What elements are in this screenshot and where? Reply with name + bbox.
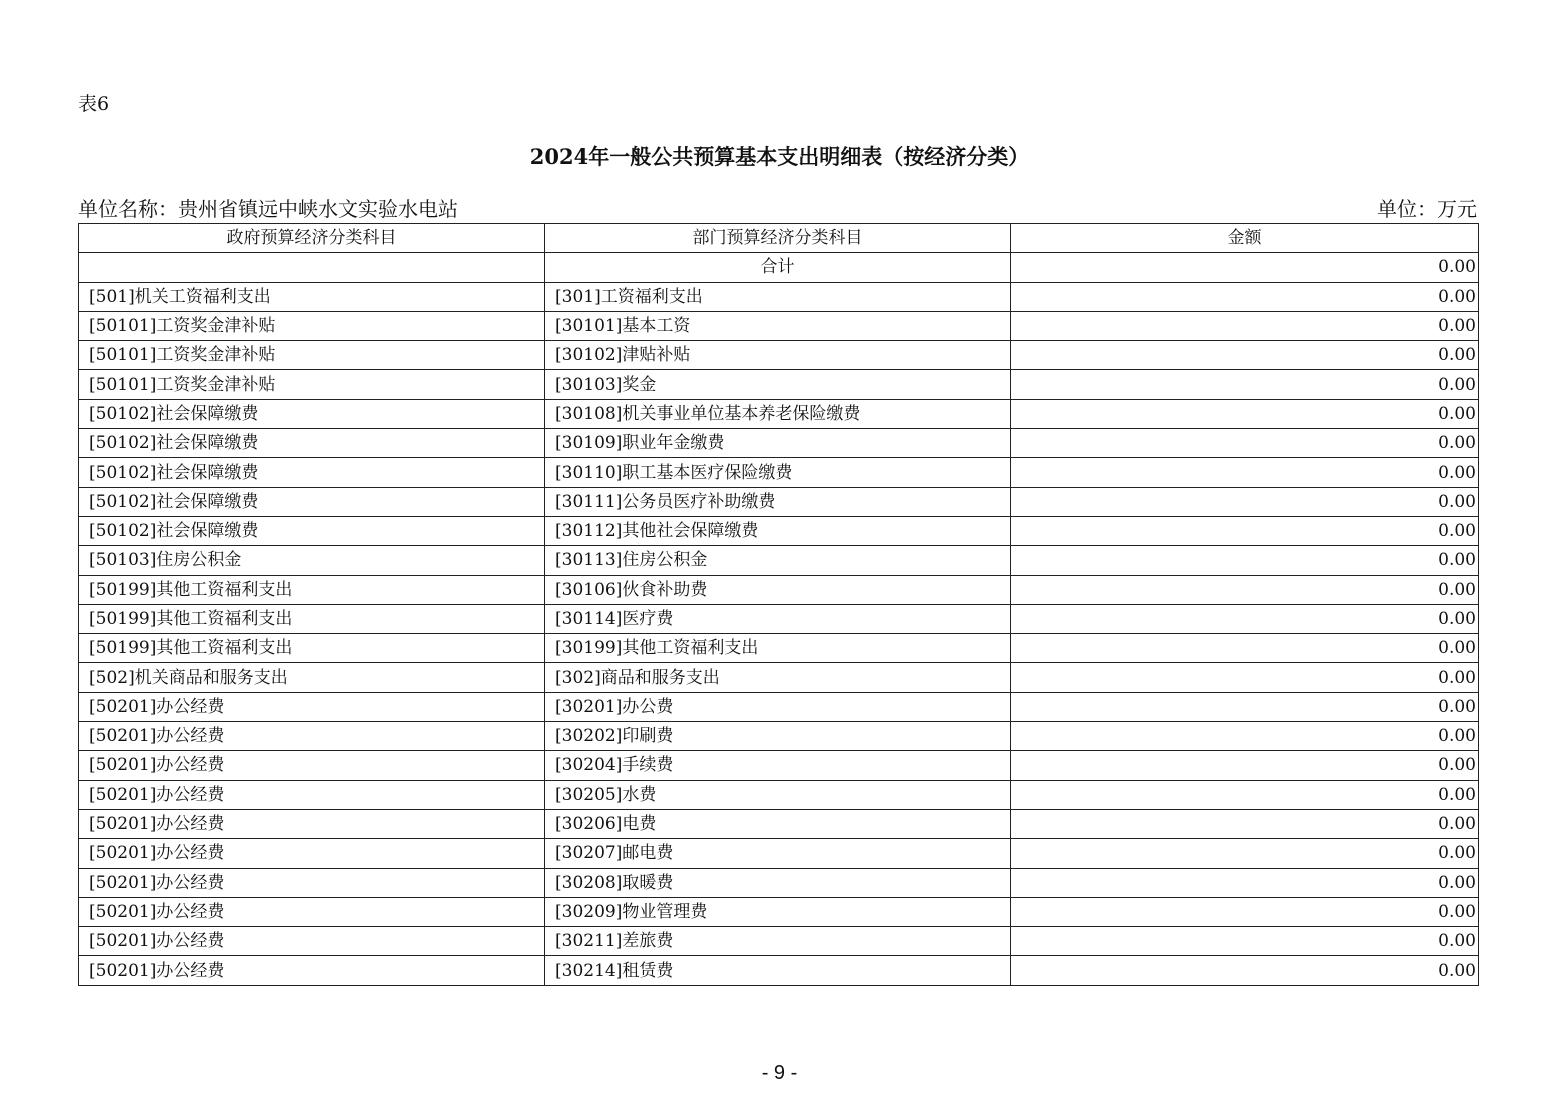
amount-cell: 0.00 [1011, 868, 1479, 897]
dept-category-cell: [30106]伙食补助费 [545, 575, 1011, 604]
table-row [79, 897, 1479, 926]
dept-category-cell: [30205]水费 [545, 780, 1011, 809]
amount-cell: 0.00 [1011, 458, 1479, 487]
gov-category-cell: [50201]办公经费 [79, 751, 545, 780]
amount-cell: 0.00 [1011, 546, 1479, 575]
amount-cell: 0.00 [1011, 575, 1479, 604]
table-row [79, 282, 1479, 311]
table-row [79, 341, 1479, 370]
dept-category-cell: [30214]租赁费 [545, 956, 1011, 985]
header-row [79, 224, 1479, 253]
amount-cell: 0.00 [1011, 429, 1479, 458]
table-header [79, 224, 1479, 253]
amount-cell: 0.00 [1011, 809, 1479, 838]
dept-category-cell: [30102]津贴补贴 [545, 341, 1011, 370]
gov-category-cell: [50199]其他工资福利支出 [79, 634, 545, 663]
table-row [79, 692, 1479, 721]
amount-cell: 0.00 [1011, 341, 1479, 370]
dept-category-cell: [30108]机关事业单位基本养老保险缴费 [545, 399, 1011, 428]
gov-category-cell: [50201]办公经费 [79, 692, 545, 721]
amount-cell: 0.00 [1011, 956, 1479, 985]
table-row [79, 722, 1479, 751]
page-number: - 9 - [761, 1062, 798, 1084]
dept-category-cell: [30208]取暖费 [545, 868, 1011, 897]
amount-cell: 0.00 [1011, 487, 1479, 516]
column-header-dept-category: 部门预算经济分类科目 [545, 224, 1011, 253]
amount-cell: 0.00 [1011, 839, 1479, 868]
amount-cell: 0.00 [1011, 604, 1479, 633]
table-row [79, 370, 1479, 399]
budget-expenditure-table [78, 223, 1479, 986]
dept-category-cell: [30206]电费 [545, 809, 1011, 838]
table-row [79, 956, 1479, 985]
gov-category-cell: [50201]办公经费 [79, 927, 545, 956]
unit-measure-label: 单位：万元 [1377, 197, 1477, 221]
gov-category-cell: [50201]办公经费 [79, 839, 545, 868]
dept-category-cell: [30199]其他工资福利支出 [545, 634, 1011, 663]
gov-category-cell: [50201]办公经费 [79, 868, 545, 897]
gov-category-cell: [50201]办公经费 [79, 809, 545, 838]
gov-category-cell: [50102]社会保障缴费 [79, 458, 545, 487]
document-title: 2024年一般公共预算基本支出明细表（按经济分类） [529, 144, 1030, 169]
total-amount-cell: 0.00 [1011, 253, 1479, 282]
gov-category-cell: [50103]住房公积金 [79, 546, 545, 575]
column-header-amount: 金额 [1011, 224, 1479, 253]
amount-cell: 0.00 [1011, 692, 1479, 721]
amount-cell: 0.00 [1011, 897, 1479, 926]
dept-category-cell: [30209]物业管理费 [545, 897, 1011, 926]
dept-category-cell: [30101]基本工资 [545, 311, 1011, 340]
gov-category-cell: [50201]办公经费 [79, 956, 545, 985]
table-row [79, 634, 1479, 663]
gov-category-cell: [50201]办公经费 [79, 722, 545, 751]
dept-category-cell: [30103]奖金 [545, 370, 1011, 399]
amount-cell: 0.00 [1011, 516, 1479, 545]
dept-category-cell: [30207]邮电费 [545, 839, 1011, 868]
dept-category-cell: [30110]职工基本医疗保险缴费 [545, 458, 1011, 487]
gov-category-cell: [50101]工资奖金津补贴 [79, 341, 545, 370]
amount-cell: 0.00 [1011, 370, 1479, 399]
gov-category-cell: [50101]工资奖金津补贴 [79, 311, 545, 340]
table-number-label: 表6 [78, 93, 110, 115]
amount-cell: 0.00 [1011, 663, 1479, 692]
amount-cell: 0.00 [1011, 751, 1479, 780]
dept-category-cell: [301]工资福利支出 [545, 282, 1011, 311]
table-row [79, 604, 1479, 633]
table-row [79, 809, 1479, 838]
amount-cell: 0.00 [1011, 311, 1479, 340]
amount-cell: 0.00 [1011, 399, 1479, 428]
dept-category-cell: [30201]办公费 [545, 692, 1011, 721]
total-label-cell: 合计 [545, 253, 1011, 282]
table-row [79, 780, 1479, 809]
dept-category-cell: [30204]手续费 [545, 751, 1011, 780]
amount-cell: 0.00 [1011, 282, 1479, 311]
gov-category-cell: [50199]其他工资福利支出 [79, 575, 545, 604]
table-row [79, 575, 1479, 604]
dept-category-cell: [30114]医疗费 [545, 604, 1011, 633]
amount-cell: 0.00 [1011, 927, 1479, 956]
gov-category-cell: [50199]其他工资福利支出 [79, 604, 545, 633]
gov-category-cell: [50101]工资奖金津补贴 [79, 370, 545, 399]
dept-category-cell: [30113]住房公积金 [545, 546, 1011, 575]
gov-category-cell: [50102]社会保障缴费 [79, 487, 545, 516]
table-row [79, 751, 1479, 780]
gov-category-cell: [501]机关工资福利支出 [79, 282, 545, 311]
gov-category-cell: [50201]办公经费 [79, 780, 545, 809]
table-row [79, 868, 1479, 897]
table-row [79, 927, 1479, 956]
total-row [79, 253, 1479, 282]
table-row [79, 663, 1479, 692]
column-header-gov-category: 政府预算经济分类科目 [79, 224, 545, 253]
table-row [79, 399, 1479, 428]
table-row [79, 311, 1479, 340]
table-row [79, 458, 1479, 487]
dept-category-cell: [30211]差旅费 [545, 927, 1011, 956]
amount-cell: 0.00 [1011, 634, 1479, 663]
dept-category-cell: [302]商品和服务支出 [545, 663, 1011, 692]
amount-cell: 0.00 [1011, 780, 1479, 809]
dept-category-cell: [30202]印刷费 [545, 722, 1011, 751]
table-row [79, 487, 1479, 516]
table-body [79, 253, 1479, 985]
amount-cell: 0.00 [1011, 722, 1479, 751]
dept-category-cell: [30112]其他社会保障缴费 [545, 516, 1011, 545]
dept-category-cell: [30111]公务员医疗补助缴费 [545, 487, 1011, 516]
dept-category-cell: [30109]职业年金缴费 [545, 429, 1011, 458]
table-row [79, 839, 1479, 868]
gov-category-cell: [50102]社会保障缴费 [79, 516, 545, 545]
table-row [79, 429, 1479, 458]
table-row [79, 516, 1479, 545]
gov-category-cell: [50102]社会保障缴费 [79, 429, 545, 458]
gov-category-cell: [502]机关商品和服务支出 [79, 663, 545, 692]
total-gov-cell [79, 253, 545, 282]
table-row [79, 546, 1479, 575]
gov-category-cell: [50201]办公经费 [79, 897, 545, 926]
unit-name-label: 单位名称：贵州省镇远中峡水文实验水电站 [78, 197, 458, 221]
gov-category-cell: [50102]社会保障缴费 [79, 399, 545, 428]
